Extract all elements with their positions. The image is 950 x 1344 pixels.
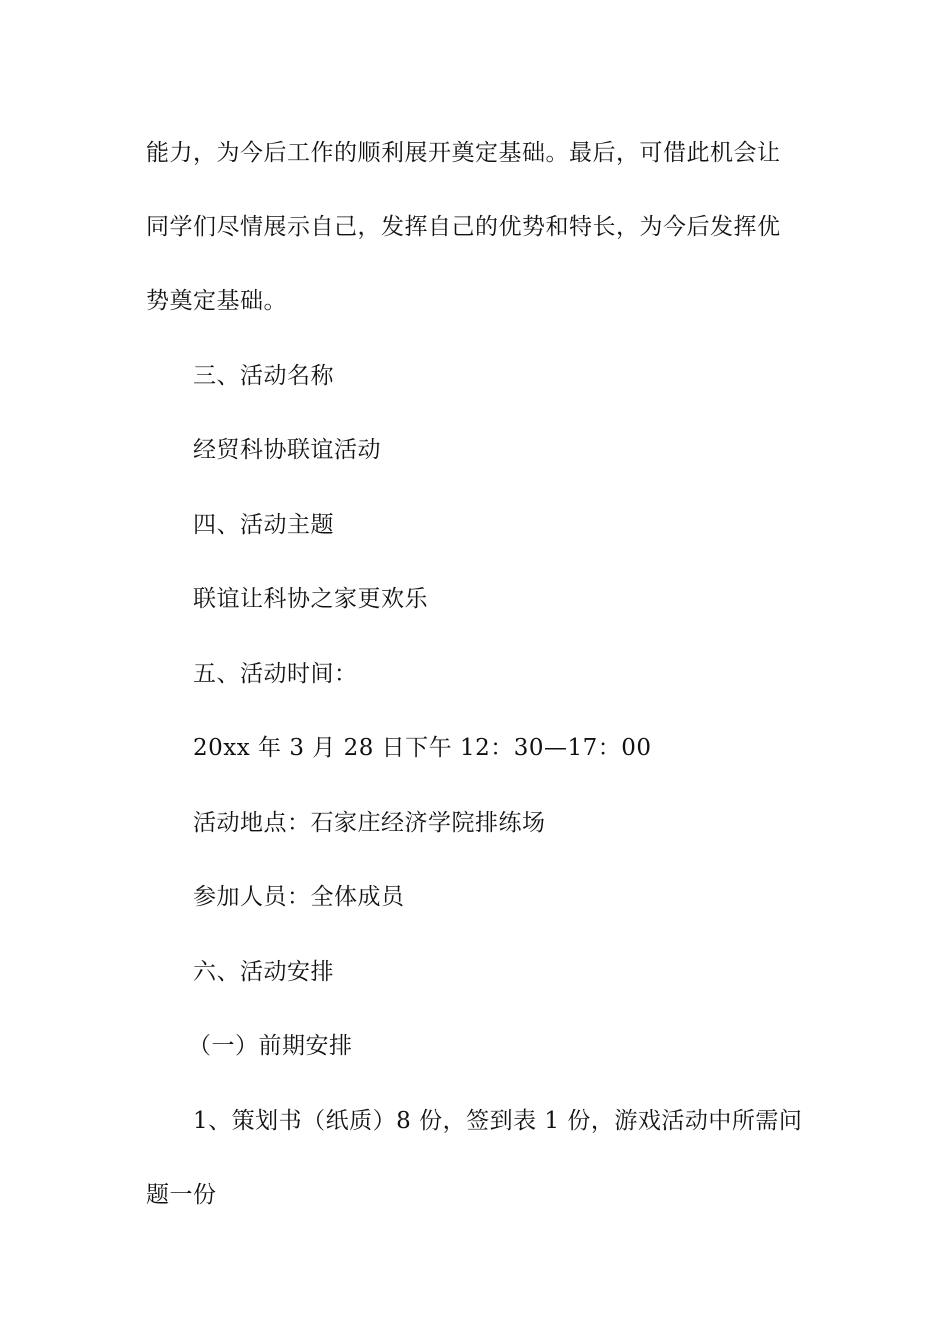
list-item-1-line-2: 题一份: [146, 1182, 217, 1208]
activity-name-text: 经贸科协联谊活动: [193, 437, 381, 463]
subsection-heading-preparation: （一）前期安排: [188, 1033, 353, 1059]
section-heading-activity-theme: 四、活动主题: [193, 512, 334, 538]
activity-theme-text: 联谊让科协之家更欢乐: [193, 586, 428, 612]
section-heading-activity-arrangement: 六、活动安排: [193, 959, 334, 985]
activity-time-text: 20xx 年 3 月 28 日下午 12：30—17：00: [193, 735, 652, 761]
activity-location-text: 活动地点：石家庄经济学院排练场: [193, 810, 546, 836]
section-heading-activity-name: 三、活动名称: [193, 363, 334, 389]
section-heading-activity-time: 五、活动时间：: [193, 661, 358, 687]
list-item-1-line-1: 1、策划书（纸质）8 份，签到表 1 份，游戏活动中所需问: [193, 1108, 803, 1134]
participants-text: 参加人员：全体成员: [193, 884, 405, 910]
paragraph-line-3: 势奠定基础。: [146, 288, 287, 314]
paragraph-line-2: 同学们尽情展示自己，发挥自己的优势和特长，为今后发挥优: [146, 214, 781, 240]
paragraph-line-1: 能力，为今后工作的顺利展开奠定基础。最后，可借此机会让: [146, 140, 781, 166]
